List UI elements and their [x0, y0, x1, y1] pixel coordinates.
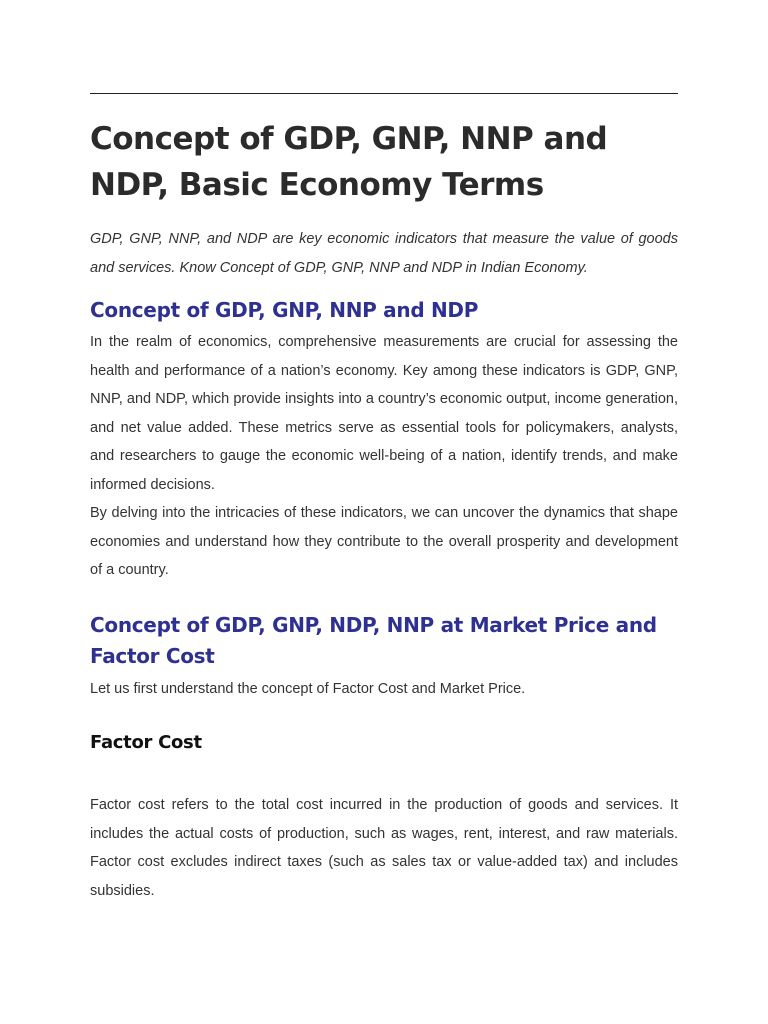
paragraph-let-us: Let us first understand the concept of Factor Cost and Market Price.	[90, 680, 526, 697]
section-heading-concept: Concept of GDP, GNP, NNP and NDP	[90, 298, 479, 322]
intro-paragraph: GDP, GNP, NNP, and NDP are key economic indicators that measure the value of goods and services. Know Concept of GDP, GNP, NNP and NDP in Indian Economy.	[90, 231, 678, 276]
subheading-factor-cost: Factor Cost	[90, 732, 202, 753]
page-title: Concept of GDP, GNP, NNP and NDP, Basic Economy Terms	[90, 121, 608, 203]
paragraph-realm: In the realm of economics, comprehensive measurements are crucial for assessing the health and performance of a nation’s economy. Key among these indicators is GDP, GNP, NNP, and NDP, which provide insights into a country’s economic output, income generation, and net value added. These metrics serve as essential tools for policymakers, analysts, and researchers to gauge the economic well-being of a nation, identify trends, and make informed decisions.	[90, 334, 678, 493]
top-divider	[90, 93, 678, 94]
article	[90, 93, 678, 905]
paragraph-delving: By delving into the intricacies of these indicators, we can uncover the dynamics that shape economies and understand how they contribute to the overall prosperity and development of a country.	[90, 505, 678, 578]
section-heading-market-price: Concept of GDP, GNP, NDP, NNP at Market Price and Factor Cost	[90, 612, 657, 668]
paragraph-factor-cost: Factor cost refers to the total cost incurred in the production of goods and services. It includes the actual costs of production, such as wages, rent, interest, and raw materials. Factor cost excludes indirect taxes (such as sales tax or value-added tax) and includes subsidies.	[90, 797, 678, 899]
